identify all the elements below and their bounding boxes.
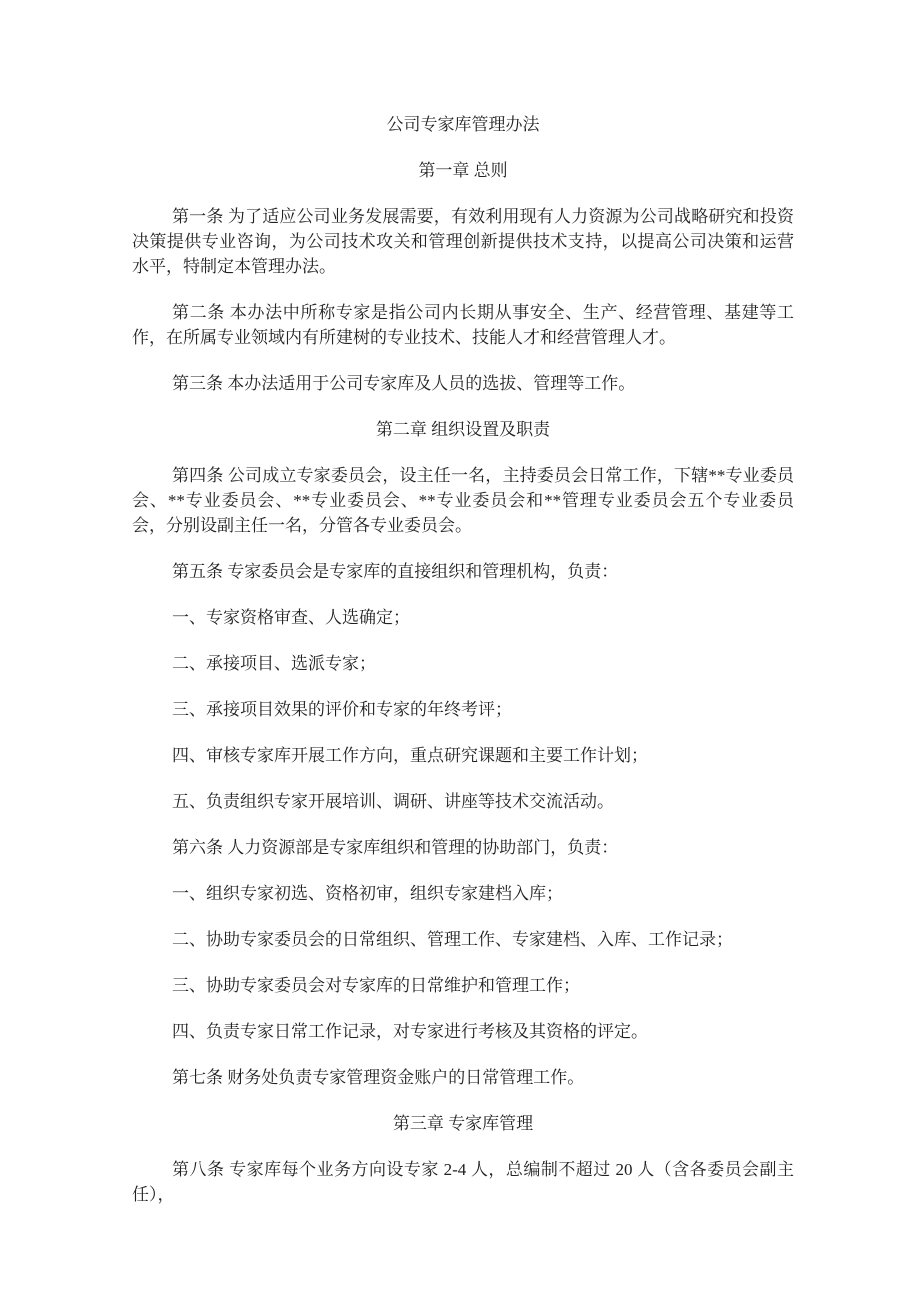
article-6-paragraph: 第六条 人力资源部是专家库组织和管理的协助部门，负责： <box>172 838 619 857</box>
article-5-item-3: 三、承接项目效果的评价和专家的年终考评； <box>172 700 512 719</box>
article-2-paragraph: 第二条 本办法中所称专家是指公司内长期从事安全、生产、经营管理、基建等工作，在所属专业领域内有所建树的专业技术、技能人才和经营管理人才。 <box>132 303 794 347</box>
document-title: 公司专家库管理办法 <box>386 115 540 134</box>
article-5-item-1: 一、专家资格审查、人选确定； <box>172 608 410 627</box>
chapter-3-heading: 第三章 专家库管理 <box>392 1114 534 1133</box>
article-5-item-5: 五、负责组织专家开展培训、调研、讲座等技术交流活动。 <box>172 792 614 811</box>
article-4-paragraph: 第四条 公司成立专家委员会，设主任一名，主持委员会日常工作，下辖**专业委员会、**专业委员会、**专业委员会、**专业委员会和**管理专业委员会五个专业委员会，分别设副主任一名，分管各专业委员会。 <box>132 466 794 535</box>
chapter-1-heading: 第一章 总则 <box>418 161 508 180</box>
article-5-item-2: 二、承接项目、选派专家； <box>172 654 376 673</box>
article-6-item-4: 四、负责专家日常工作记录，对专家进行考核及其资格的评定。 <box>172 1022 648 1041</box>
article-5-item-4: 四、审核专家库开展工作方向，重点研究课题和主要工作计划； <box>172 746 648 765</box>
article-3-paragraph: 第三条 本办法适用于公司专家库及人员的选拔、管理等工作。 <box>172 374 636 393</box>
article-6-item-1: 一、组织专家初选、资格初审，组织专家建档入库； <box>172 884 563 903</box>
article-7-paragraph: 第七条 财务处负责专家管理资金账户的日常管理工作。 <box>172 1068 585 1087</box>
article-6-item-3: 三、协助专家委员会对专家库的日常维护和管理工作； <box>172 976 580 995</box>
chapter-2-heading: 第二章 组织设置及职责 <box>375 420 551 439</box>
article-6-item-2: 二、协助专家委员会的日常组织、管理工作、专家建档、入库、工作记录； <box>172 930 733 949</box>
article-8-paragraph: 第八条 专家库每个业务方向设专家 2-4 人，总编制不超过 20 人（含各委员会副主任）， <box>132 1160 794 1204</box>
article-1-paragraph: 第一条 为了适应公司业务发展需要，有效利用现有人力资源为公司战略研究和投资决策提供专业咨询，为公司技术攻关和管理创新提供技术支持，以提高公司决策和运营水平，特制定本管理办法。 <box>132 207 794 276</box>
article-5-paragraph: 第五条 专家委员会是专家库的直接组织和管理机构，负责： <box>172 562 619 581</box>
